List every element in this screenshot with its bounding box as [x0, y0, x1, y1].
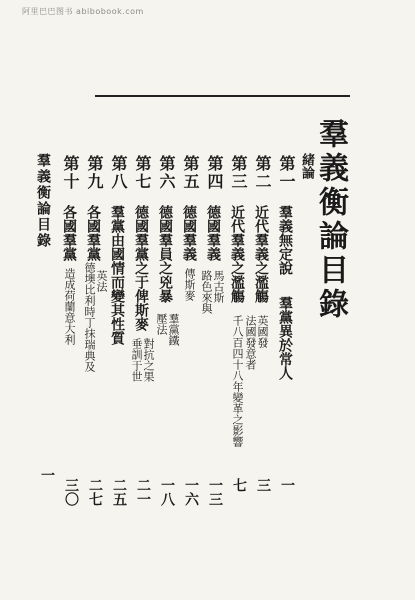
chapter-title: 各國羣黨 [85, 205, 101, 261]
chapter-title: 各國羣黨 [61, 205, 77, 261]
watermark-text: 阿里巴巴图书 abibobook.com [22, 7, 144, 16]
chapter-page: 一三 [207, 478, 223, 506]
chapter-page: 一六 [183, 478, 199, 506]
chapter-title: 德國羣黨之于俾斯麥 [133, 205, 149, 331]
chapter-page: 二七 [87, 478, 103, 506]
chapter-sub: 垂訓于世 [130, 338, 143, 382]
chapter-label: 第一 [277, 155, 296, 191]
chapter-sub: 英國發 [256, 315, 269, 348]
chapter-label: 第七 [133, 155, 152, 191]
chapter-sub: 馬古斯 [212, 270, 225, 303]
chapter-sub: 傳斯麥 [183, 268, 196, 301]
chapter-sub: 造成荷蘭意大利 [63, 268, 76, 345]
chapter-label: 第九 [85, 155, 104, 191]
chapter-sub: 英法 [95, 270, 108, 292]
chapter-sub: 路色來與 [200, 270, 213, 314]
chapter-page: 一 [279, 478, 295, 492]
chapter-sub: 壓法 [155, 313, 168, 335]
chapter-page: 二一 [135, 478, 151, 506]
chapter-title: 德國羣義 [205, 205, 221, 261]
chapter-sub: 德墺 [83, 262, 96, 284]
running-head: 羣義衡論目錄 [35, 153, 51, 249]
chapter-title: 羣黨由國情而變其性質 [109, 205, 125, 345]
chapter-title: 德國羣員之兇暴 [157, 205, 173, 303]
header-rule [95, 95, 350, 97]
chapter-sub: 對抗之果 [142, 338, 155, 382]
chapter-page: 三〇 [63, 478, 79, 506]
chapter-label: 第三 [229, 155, 248, 191]
chapter-label: 第十 [61, 155, 80, 191]
chapter-page: 三 [255, 478, 271, 492]
chapter-title: 德國羣義 [181, 205, 197, 261]
chapter-title: 近代羣義之濫觴 [229, 205, 245, 303]
page-title: 羣義衡論目錄 [313, 118, 348, 322]
chapter-page: 一八 [159, 478, 175, 506]
chapter-label: 第五 [181, 155, 200, 191]
chapter-title: 近代羣義之濫觴 [253, 205, 269, 303]
chapter-sub: 法國發意者 [244, 315, 257, 370]
chapter-label: 第八 [109, 155, 128, 191]
chapter-page: 二五 [111, 478, 127, 506]
chapter-page: 七 [231, 478, 247, 492]
chapter-sub: 羣黨鐵 [167, 313, 180, 346]
chapter-label: 第二 [253, 155, 272, 191]
chapter-sub: 千八百四十八年變革之影響 [231, 315, 244, 447]
intro-heading: 緒論 [299, 153, 314, 179]
page-folio: 一 [39, 468, 55, 482]
chapter-label: 第六 [157, 155, 176, 191]
chapter-sub: 比利時丁抹瑞典及 [83, 284, 96, 372]
chapter-label: 第四 [205, 155, 224, 191]
chapter-sub: 羣黨異於常人 [277, 296, 293, 380]
chapter-title: 羣義無定說 [277, 205, 293, 275]
